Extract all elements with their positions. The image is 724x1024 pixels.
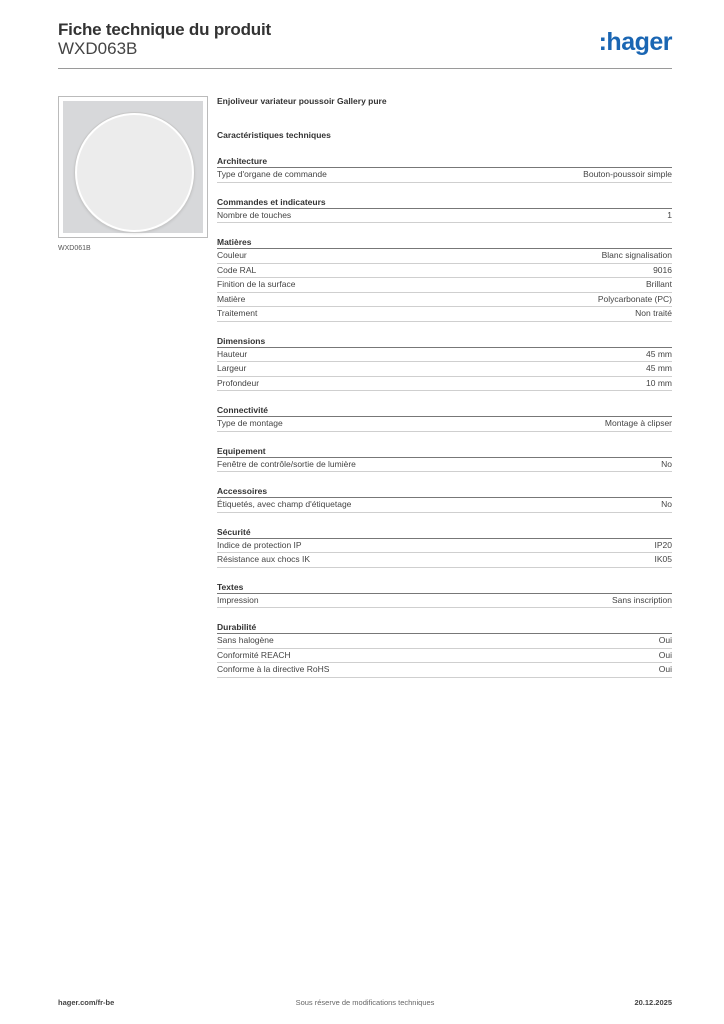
spec-row <box>217 307 672 322</box>
spec-value: IK05 <box>654 554 672 564</box>
spec-label: Profondeur <box>217 377 260 388</box>
spec-row <box>217 278 672 293</box>
spec-row <box>217 209 672 224</box>
product-name: Enjoliveur variateur poussoir Gallery pure <box>217 96 387 106</box>
spec-value: Sans inscription <box>611 594 672 605</box>
spec-group <box>217 445 672 473</box>
spec-group-title: Equipement <box>217 445 672 458</box>
spec-group <box>217 621 672 678</box>
spec-label: Sans halogène <box>217 635 274 645</box>
product-code: WXD063B <box>58 39 138 58</box>
hager-logo: :hager <box>598 28 672 56</box>
spec-group <box>217 155 672 183</box>
spec-label: Résistance aux chocs IK <box>217 554 311 564</box>
dimmer-knob-illustration <box>75 113 194 232</box>
spec-value: 45 mm <box>646 363 672 373</box>
spec-group <box>217 335 672 392</box>
spec-row <box>217 168 672 183</box>
spec-row <box>217 362 672 377</box>
spec-row <box>217 553 672 568</box>
spec-group <box>217 581 672 609</box>
spec-content <box>217 94 672 678</box>
spec-value: Non traité <box>635 308 672 318</box>
spec-group-title: Connectivité <box>217 404 672 417</box>
spec-label: Nombre de touches <box>217 209 292 220</box>
spec-row <box>217 498 672 513</box>
spec-label: Hauteur <box>217 348 248 359</box>
spec-value: 10 mm <box>646 377 672 388</box>
spec-label: Étiquetés, avec champ d'étiquetage <box>217 499 352 509</box>
spec-value: IP20 <box>654 539 672 550</box>
spec-row <box>217 649 672 664</box>
spec-label: Code RAL <box>217 264 257 275</box>
spec-group <box>217 526 672 568</box>
spec-value: No <box>661 458 672 469</box>
spec-row <box>217 634 672 649</box>
spec-value: Bouton-poussoir simple <box>583 169 672 179</box>
spec-label: Type de montage <box>217 418 283 428</box>
spec-value: Montage à clipser <box>604 418 672 428</box>
page-title: Fiche technique du produit <box>58 20 271 39</box>
spec-row <box>217 348 672 363</box>
spec-group-title: Durabilité <box>217 621 672 634</box>
spec-row <box>217 249 672 264</box>
spec-group-title: Commandes et indicateurs <box>217 196 672 209</box>
spec-label: Finition de la surface <box>217 279 296 289</box>
footer-website: hager.com/fr-be <box>58 998 115 1007</box>
spec-label: Type d'organe de commande <box>217 169 327 179</box>
product-image-caption: WXD061B <box>58 245 91 252</box>
footer-date: 20.12.2025 <box>634 998 672 1007</box>
spec-value: 45 mm <box>646 348 672 359</box>
spec-group <box>217 485 672 513</box>
spec-group <box>217 236 672 322</box>
spec-row <box>217 663 672 678</box>
section-title: Caractéristiques techniques <box>217 130 331 140</box>
spec-value: Brillant <box>646 279 672 289</box>
spec-label: Indice de protection IP <box>217 539 302 550</box>
spec-value: No <box>661 499 672 509</box>
spec-label: Impression <box>217 594 259 605</box>
spec-value: Blanc signalisation <box>601 250 672 260</box>
spec-value: Polycarbonate (PC) <box>597 293 672 304</box>
spec-row <box>217 458 672 473</box>
spec-value: Oui <box>658 664 672 674</box>
header-divider <box>58 68 672 69</box>
spec-groups <box>217 155 672 678</box>
spec-group-title: Dimensions <box>217 335 672 348</box>
spec-label: Couleur <box>217 250 247 260</box>
spec-row <box>217 293 672 308</box>
spec-value: Oui <box>658 649 672 660</box>
spec-label: Fenêtre de contrôle/sortie de lumière <box>217 458 356 469</box>
spec-row <box>217 539 672 554</box>
spec-row <box>217 417 672 432</box>
spec-label: Traitement <box>217 308 258 318</box>
product-image-background <box>63 101 203 233</box>
spec-value: 9016 <box>653 264 672 275</box>
spec-group-title: Architecture <box>217 155 672 168</box>
spec-row <box>217 264 672 279</box>
product-image <box>58 96 208 238</box>
spec-row <box>217 377 672 392</box>
spec-group-title: Accessoires <box>217 485 672 498</box>
spec-group-title: Matières <box>217 236 672 249</box>
spec-group-title: Sécurité <box>217 526 672 539</box>
spec-value: 1 <box>667 209 672 220</box>
spec-value: Oui <box>658 635 672 645</box>
spec-label: Matière <box>217 293 246 304</box>
footer-notice: Sous réserve de modifications techniques <box>295 998 435 1007</box>
spec-group <box>217 404 672 432</box>
spec-label: Largeur <box>217 363 247 373</box>
spec-row <box>217 594 672 609</box>
spec-label: Conforme à la directive RoHS <box>217 664 330 674</box>
spec-group <box>217 196 672 224</box>
spec-group-title: Textes <box>217 581 672 594</box>
spec-label: Conformité REACH <box>217 649 291 660</box>
